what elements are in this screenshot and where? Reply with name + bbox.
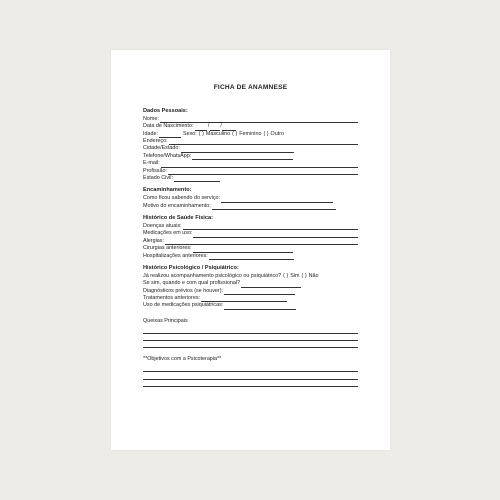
label-como-ficou: Como ficou sabendo do serviço: — [143, 195, 221, 202]
row-medicacoes — [143, 230, 358, 237]
section-dados-pessoais — [143, 108, 358, 182]
row-ja-realizou — [143, 273, 358, 280]
field-cidade[interactable] — [181, 146, 294, 153]
label-tratamentos: Tratamentos anteriores: — [143, 295, 201, 302]
checkbox-feminino[interactable]: ( ) — [232, 130, 238, 137]
queixas-line-1[interactable] — [143, 326, 358, 333]
row-motivo — [143, 203, 358, 210]
section-heading: **Objetivos com a Psicoterapia** — [143, 356, 222, 363]
queixas-line-2[interactable] — [143, 334, 358, 341]
label-cirurgias: Cirurgias anteriores: — [143, 245, 192, 252]
field-endereco[interactable] — [169, 139, 358, 146]
checkbox-sim[interactable]: ( ) — [283, 272, 289, 279]
label-nao: Não — [308, 272, 319, 279]
section-heading: Encaminhamento: — [143, 187, 192, 194]
row-endereco — [143, 138, 358, 145]
label-email: E-mail: — [143, 160, 160, 167]
field-alergias[interactable] — [165, 239, 358, 246]
section-queixas — [143, 318, 358, 349]
label-sexo: Sexo: — [183, 130, 197, 137]
label-sim: Sim — [290, 272, 300, 279]
row-nome — [143, 116, 358, 123]
row-como-ficou — [143, 195, 358, 202]
row-idade-sexo — [143, 131, 358, 138]
label-cidade: Cidade/Estado: — [143, 145, 180, 152]
field-estado-civil[interactable] — [174, 176, 220, 183]
label-medicacoes: Medicações em uso: — [143, 230, 193, 237]
field-como-ficou[interactable] — [221, 196, 333, 203]
label-motivo: Motivo do encaminhamento: — [143, 202, 211, 209]
section-encaminhamento — [143, 187, 358, 210]
field-uso-medicacoes[interactable] — [224, 303, 296, 310]
row-uso-medicacoes — [143, 302, 358, 309]
label-outro: Outro — [270, 130, 285, 137]
label-diagnosticos: Diagnósticos prévios (se houver): — [143, 287, 223, 294]
objetivos-line-1[interactable] — [143, 365, 358, 372]
label-hospitalizacoes: Hospitalizações anteriores: — [143, 252, 208, 259]
label-uso-medicacoes: Uso de medicações psiquiátricas: — [143, 302, 224, 309]
section-heading: Histórico de Saúde Física: — [143, 215, 213, 222]
label-doencas: Doenças atuais: — [143, 223, 182, 229]
label-ja-realizou: Já realizou acompanhamento psicológico ou psiquiátrico? — [143, 272, 282, 279]
label-feminino: Feminino — [239, 130, 262, 137]
row-alergias — [143, 238, 358, 245]
label-telefone: Telefone/WhatsApp: — [143, 152, 192, 159]
section-objetivos — [143, 356, 358, 387]
label-estado-civil: Estado Civil: — [143, 175, 173, 182]
row-cidade — [143, 145, 358, 152]
label-profissao: Profissão: — [143, 167, 167, 174]
field-doencas[interactable] — [183, 224, 358, 231]
date-separator: / — [207, 123, 210, 130]
row-telefone — [143, 153, 358, 160]
row-profissao — [143, 168, 358, 175]
field-telefone[interactable] — [192, 154, 293, 161]
section-heading: Queixas Principais — [143, 317, 188, 324]
field-diagnosticos[interactable] — [224, 289, 295, 296]
checkbox-nao[interactable]: ( ) — [301, 272, 307, 279]
row-doencas — [143, 223, 358, 230]
row-estado-civil — [143, 175, 358, 182]
objetivos-line-2[interactable] — [143, 372, 358, 379]
label-nascimento: Data de Nascimento: — [143, 123, 194, 130]
label-se-sim: Se sim, quando e com qual profissional? — [143, 280, 241, 287]
section-saude-fisica — [143, 215, 358, 260]
label-nome: Nome: — [143, 115, 159, 122]
checkbox-outro[interactable]: ( ) — [263, 130, 269, 137]
section-heading: Dados Pessoais: — [143, 108, 188, 114]
checkbox-masculino[interactable]: ( ) — [198, 130, 204, 137]
row-nascimento — [143, 123, 358, 130]
label-idade: Idade: — [143, 130, 158, 137]
field-se-sim[interactable] — [241, 281, 301, 288]
field-profissao[interactable] — [168, 169, 358, 176]
row-tratamentos — [143, 295, 358, 302]
field-motivo[interactable] — [212, 204, 336, 211]
row-cirurgias — [143, 245, 358, 252]
label-endereco: Endereço: — [143, 138, 168, 145]
section-psicologico — [143, 265, 358, 310]
date-separator: / — [220, 123, 222, 130]
row-diagnosticos — [143, 288, 358, 295]
queixas-line-3[interactable] — [143, 341, 358, 348]
document-page — [111, 50, 390, 450]
field-medicacoes[interactable] — [193, 231, 358, 238]
document-title: FICHA DE ANAMNESE — [213, 84, 288, 91]
field-hospitalizacoes[interactable] — [209, 253, 294, 260]
section-heading: Histórico Psicológico / Psiquiátrico: — [143, 264, 239, 271]
label-masculino: Masculino — [205, 130, 231, 137]
label-alergias: Alergias: — [143, 237, 164, 244]
row-se-sim — [143, 280, 358, 287]
row-email — [143, 160, 358, 167]
objetivos-line-3[interactable] — [143, 380, 358, 387]
field-email[interactable] — [161, 161, 358, 168]
row-hospitalizacoes — [143, 253, 358, 260]
form-content — [143, 108, 358, 391]
